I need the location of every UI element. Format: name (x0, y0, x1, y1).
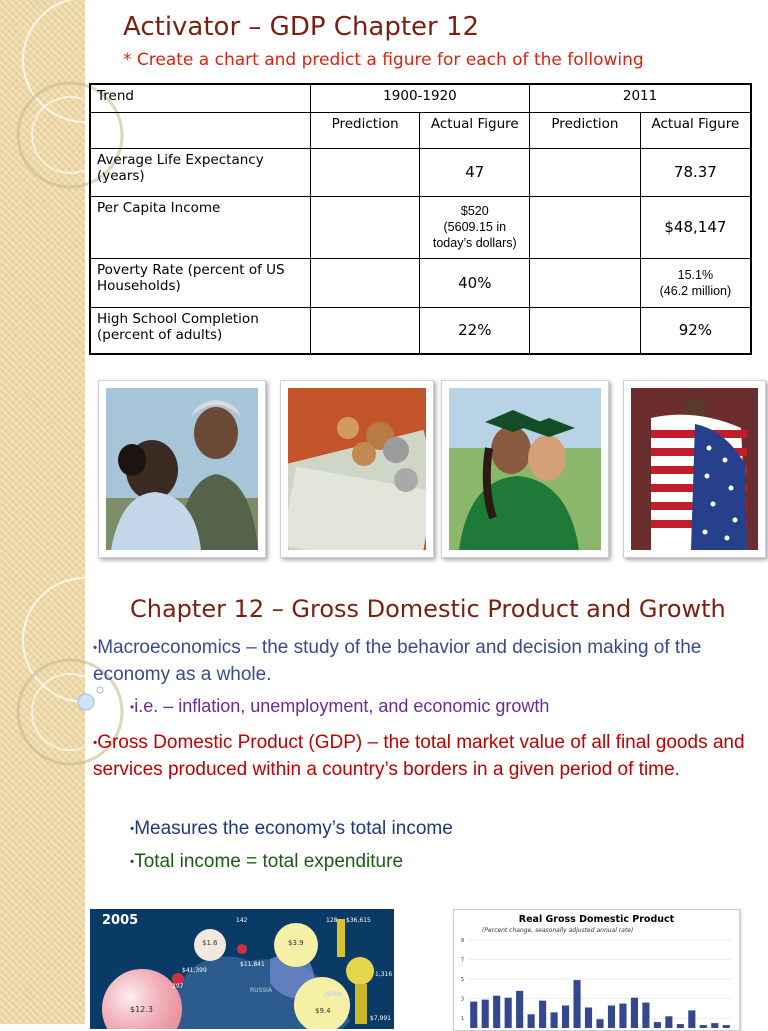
chart-bar (562, 1006, 569, 1028)
chart-bar (516, 991, 523, 1028)
prediction-cell (310, 148, 420, 196)
y-tick-label: 3 (460, 996, 464, 1003)
chart-bar (619, 1004, 626, 1028)
bullet-text: Gross Domestic Product (GDP) – the total market value of all final goods and services produced within a country’s borders in a given period of time. (93, 732, 745, 781)
chart-bar (688, 1010, 695, 1028)
income-value: $520 (460, 204, 489, 218)
prediction-header: Prediction (530, 112, 641, 148)
chart-bar (551, 1012, 558, 1028)
chart-bar (585, 1007, 592, 1028)
photo-money-image (288, 388, 426, 550)
photo-graduates (441, 380, 609, 558)
chart-bar (493, 996, 500, 1028)
map-value-label: 142 (236, 917, 248, 924)
actual-figure-cell: 40% (420, 258, 530, 307)
table-subheader-row (90, 112, 751, 148)
chart-title: Real Gross Domestic Product (518, 914, 675, 925)
chart-bar (631, 998, 638, 1028)
bullet-text: Measures the economy’s total income (134, 818, 453, 839)
actual-figure-header: Actual Figure (420, 112, 530, 148)
photo-elderly-couple-image (106, 388, 258, 550)
actual-figure-cell: 78.37 (640, 148, 751, 196)
prediction-cell (530, 307, 641, 354)
activator-slide (85, 0, 768, 575)
photo-elderly-couple (98, 380, 266, 558)
chart-bar (700, 1025, 707, 1028)
table-cell (90, 112, 310, 148)
chart-y-ticks (461, 938, 464, 1022)
chart-bar (470, 1002, 477, 1028)
photo-flag-woman-image (631, 388, 758, 550)
actual-figure-cell: 22% (420, 307, 530, 354)
real-gdp-chart (453, 909, 740, 1031)
bullet-text: Total income = total expenditure (134, 851, 404, 872)
bullet-glyph: • (93, 735, 98, 750)
actual-figure-cell (420, 196, 530, 258)
map-value-label: $41,399 (182, 967, 207, 974)
prediction-cell (310, 196, 420, 258)
chart-bar (677, 1024, 684, 1028)
chart-bar (505, 998, 512, 1028)
prediction-cell (530, 258, 641, 307)
income-adjusted-value: (5609.15 in today’s dollars) (432, 220, 517, 250)
map-label-russia: RUSSIA (250, 987, 273, 994)
trend-table (89, 83, 752, 355)
slide-subtitle: * Create a chart and predict a figure for each of the following (123, 50, 644, 70)
bullet-gdp-definition (93, 729, 763, 783)
map-value-label: $9.4 (315, 1007, 331, 1015)
map-year-label: 2005 (102, 913, 139, 928)
poverty-rate-value: 15.1% (677, 267, 714, 282)
gdp-definition-slide (85, 578, 768, 1024)
chart-bar (608, 1006, 615, 1028)
photo-graduates-image (449, 388, 601, 550)
bullet-glyph: • (130, 699, 135, 714)
chart-bars (470, 980, 730, 1028)
prediction-cell (530, 196, 641, 258)
map-value-label: $36,615 (346, 917, 371, 924)
y-tick-label: 9 (460, 938, 464, 944)
period-header: 2011 (530, 84, 751, 112)
photo-flag-woman (623, 380, 766, 558)
map-value-label: $12.3 (130, 1005, 153, 1014)
poverty-count-value: (46.2 million) (659, 283, 732, 298)
chart-subtitle: (Percent change, seasonally adjusted annual rate) (482, 927, 634, 934)
actual-figure-cell (640, 258, 751, 307)
slide-title: Chapter 12 – Gross Domestic Product and Growth (130, 595, 726, 623)
prediction-cell (310, 258, 420, 307)
map-value-label: 1,316 (375, 971, 393, 978)
period-header: 1900-1920 (310, 84, 529, 112)
trend-label: Average Life Expectancy (years) (90, 148, 310, 196)
photo-money (280, 380, 434, 558)
chart-bar (665, 1016, 672, 1028)
prediction-cell (310, 307, 420, 354)
map-label-japan: JAPAN (324, 991, 342, 998)
real-gdp-bar-plot (454, 910, 739, 1030)
sub-bullet-income-expenditure (130, 848, 403, 875)
actual-figure-cell: $48,147 (640, 196, 751, 258)
map-value-label: $7,991 (370, 1015, 391, 1022)
map-value-label: 128 (326, 917, 338, 924)
chart-bar (642, 1003, 649, 1028)
world-gdp-map (90, 909, 394, 1029)
map-value-label: $3.9 (288, 939, 304, 947)
table-row (90, 148, 751, 196)
y-tick-label: 1 (460, 1016, 464, 1023)
trend-label: Per Capita Income (90, 196, 310, 258)
bullet-macroeconomics (93, 634, 763, 688)
y-tick-label: 7 (460, 957, 464, 964)
y-tick-label: 5 (460, 977, 464, 984)
actual-figure-cell: 47 (420, 148, 530, 196)
sub-bullet-examples (130, 693, 549, 721)
bullet-text: i.e. – inflation, unemployment, and economic growth (134, 696, 550, 716)
map-value-label: $1.6 (202, 939, 218, 947)
chart-bar (654, 1022, 661, 1028)
table-row (90, 196, 751, 258)
slide-title: Activator – GDP Chapter 12 (123, 12, 480, 42)
map-value-label: $11,841 (240, 961, 265, 968)
table-row (90, 307, 751, 354)
trend-label: Poverty Rate (percent of US Households) (90, 258, 310, 307)
bullet-glyph: • (93, 640, 98, 655)
table-header-row (90, 84, 751, 112)
prediction-cell (530, 148, 641, 196)
bullet-text: Macroeconomics – the study of the behavior and decision making of the economy as a whole. (93, 637, 702, 686)
chart-bar (528, 1014, 535, 1028)
chart-bar (723, 1025, 730, 1028)
table-row (90, 258, 751, 307)
bullet-glyph: • (130, 854, 135, 869)
prediction-header: Prediction (310, 112, 420, 148)
chart-bar (573, 980, 580, 1028)
map-value-label: 297 (172, 983, 184, 990)
trend-column-header: Trend (90, 84, 310, 112)
sub-bullet-total-income (130, 815, 453, 842)
bullet-glyph: • (130, 821, 135, 836)
trend-label: High School Completion (percent of adults) (90, 307, 310, 354)
actual-figure-cell: 92% (640, 307, 751, 354)
actual-figure-header: Actual Figure (640, 112, 751, 148)
